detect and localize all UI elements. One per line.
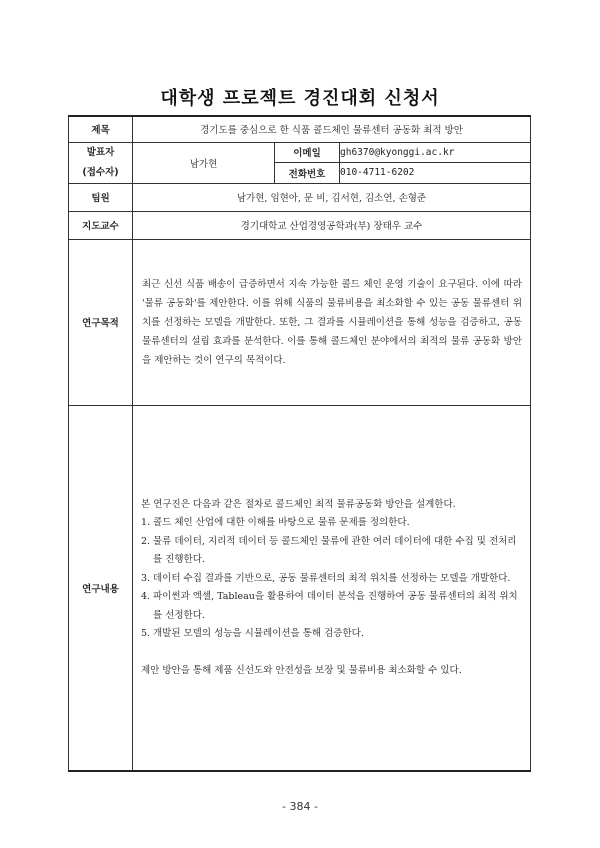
presenter-label-line1: 발표자 [86,146,115,158]
phone-value: 010-4711-6202 [340,163,531,184]
step-item: 1. 콜드 체인 산업에 대한 이해를 바탕으로 물류 문제를 정의한다. [141,517,410,528]
content-row [69,405,531,771]
content-steps [141,514,524,644]
spacer [141,644,524,662]
presenter-name: 남가현 [133,142,275,183]
presenter-row-email [69,142,531,163]
team-row [69,183,531,211]
step-item: 3. 데이터 수집 결과를 기반으로, 공동 물류센터의 최적 위치를 선정하는 모델을 개발한다. [141,572,511,584]
purpose-text: 최근 신선 식품 배송이 급증하면서 지속 가능한 콜드 체인 운영 기술이 요구된다. 이에 따라 '물류 공동화'를 제안한다. 이를 위해 식품의 물류비용을 최소화할 수 있는 공동 물류센터 위치를 선정하는 모델을 개발한다. 또한, 그 결과를 시뮬레이션을 통해 성능을 검증하고, 공동 물류센터의 설립 효과를 분석한다. 이를 통해 콜드체인 분야에서의 최적의 물류 공동화 방안을 제안하는 것이 연구의 목적이다. [142,278,522,366]
presenter-label [69,142,133,183]
step-item: 2. 물류 데이터, 지리적 데이터 등 콜드체인 물류에 관한 여러 데이터에 대한 수집 및 전처리를 진행한다. [141,535,517,565]
step-item: 4. 파이썬과 엑셀, Tableau을 활용하여 데이터 분석을 진행하여 공동 물류센터의 최적 위치를 선정한다. [141,591,518,621]
content-conclusion: 제안 방안을 통해 제품 신선도와 안전성을 보장 및 물류비용 최소화할 수 있다. [141,664,462,676]
step-item: 5. 개발된 모델의 성능을 시뮬레이션을 통해 검증한다. [141,628,364,639]
purpose-label: 연구목적 [69,239,133,405]
purpose-row [69,239,531,405]
subject-row [69,116,531,142]
content-intro: 본 연구진은 다음과 같은 절차로 콜드체인 최적 물류공동화 방안을 설계한다. [141,498,456,510]
form-title: 대학생 프로젝트 경진대회 신청서 [160,88,440,109]
email-label: 이메일 [275,142,340,163]
advisor-label: 지도교수 [69,211,133,239]
purpose-cell [133,239,531,405]
page-number: - 384 - [282,800,318,813]
phone-label: 전화번호 [275,163,340,184]
team-value: 남가현, 임현아, 문 비, 김서현, 김소연, 손형준 [133,183,531,211]
advisor-value: 경기대학교 산업경영공학과(부) 장태우 교수 [133,211,531,239]
content-label: 연구내용 [69,405,133,771]
content-body [133,496,530,681]
content-cell [133,405,531,771]
email-value: gh6370@kyonggi.ac.kr [340,142,531,163]
advisor-row [69,211,531,239]
presenter-label-line2: (접수자) [82,166,119,178]
application-form [68,115,530,769]
form-table [68,115,531,772]
team-label: 팀원 [69,183,133,211]
subject-label: 제목 [69,116,133,142]
subject-value: 경기도를 중심으로 한 식품 콜드체인 물류센터 공동화 최적 방안 [133,116,531,142]
